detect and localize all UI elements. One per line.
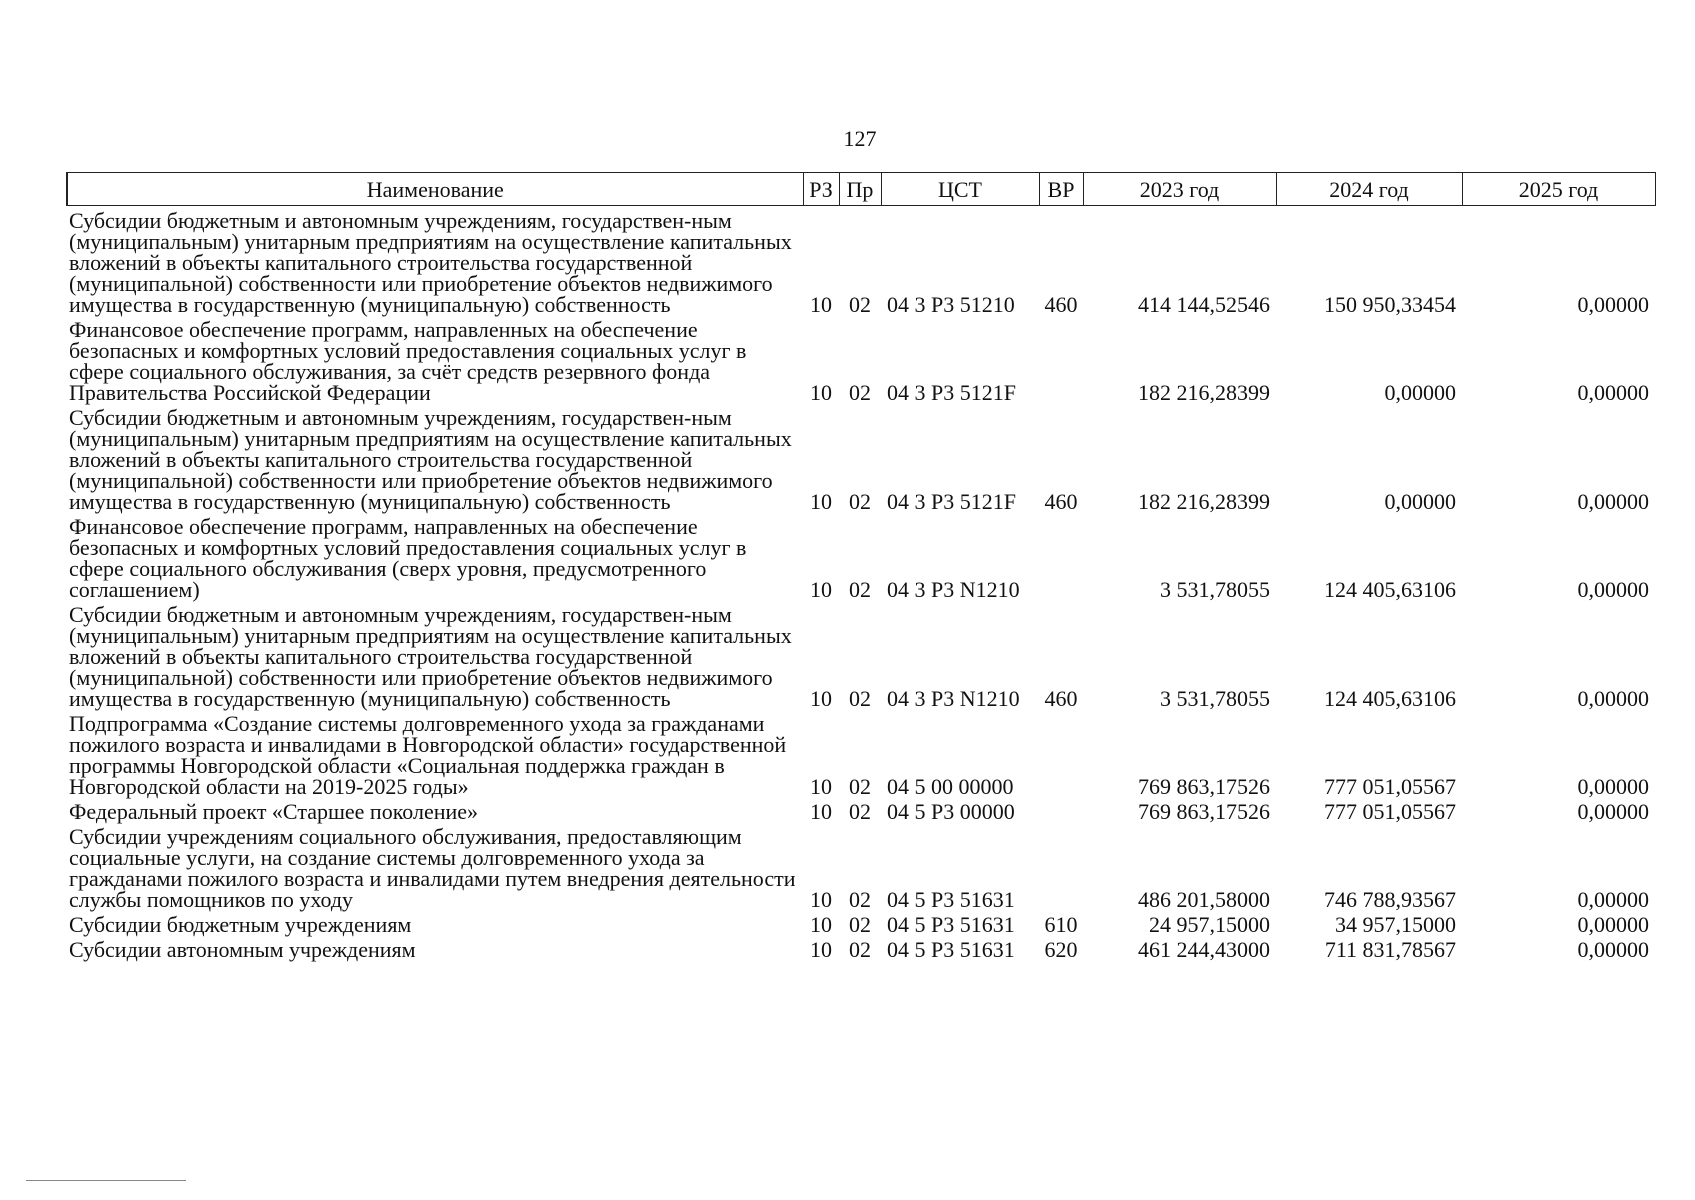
- row-2024: 746 788,93567: [1324, 887, 1456, 912]
- row-2024: 711 831,78567: [1324, 937, 1456, 962]
- row-cst: 04 5 Р3 51631: [887, 912, 1015, 937]
- row-cst: 04 3 Р3 N1210: [887, 686, 1020, 711]
- row-2023: 769 863,17526: [1138, 774, 1270, 799]
- row-pr: 02: [849, 577, 871, 602]
- table-row: [67, 797, 1655, 822]
- row-pr: 02: [849, 912, 871, 937]
- row-2023: 769 863,17526: [1138, 799, 1270, 824]
- row-cst: 04 3 Р3 5121F: [887, 489, 1016, 514]
- table-row: [67, 403, 1655, 512]
- row-2024: 777 051,05567: [1324, 774, 1456, 799]
- row-rz: 10: [810, 489, 832, 514]
- row-2023: 414 144,52546: [1138, 292, 1270, 317]
- row-vr: 460: [1044, 292, 1078, 317]
- row-vr: [1039, 315, 1083, 403]
- row-rz: 10: [810, 380, 832, 405]
- row-vr: 610: [1044, 912, 1078, 937]
- row-pr: 02: [849, 686, 871, 711]
- table-row: [67, 315, 1655, 403]
- header-2023: 2023 год: [1083, 173, 1276, 206]
- row-2024: 777 051,05567: [1324, 799, 1456, 824]
- row-cst: 04 5 Р3 00000: [887, 799, 1015, 824]
- row-cst: 04 5 Р3 51631: [887, 937, 1015, 962]
- row-cst: 04 5 Р3 51631: [887, 887, 1015, 912]
- row-rz: 10: [810, 292, 832, 317]
- row-vr: [1039, 709, 1083, 797]
- table-row: [67, 910, 1655, 935]
- row-name: Федеральный проект «Старшее поколение»: [69, 799, 479, 824]
- row-name: Субсидии бюджетным и автономным учреждениям, государствен-ным (муниципальным) унитарным предприятиям на осуществление капитальных вложений в объекты капитального строительства государственной (муниципальной) собственности или приобретение объектов недвижимого имущества в государственную (муниципальную) собственность: [69, 405, 792, 514]
- row-name: Подпрограмма «Создание системы долговременного ухода за гражданами пожилого возраста и инвалидами в Новгородской области» государственной программы Новгородской области «Социальная поддержка граждан в Новгородской области на 2019-2025 годы»: [69, 711, 787, 799]
- table-row: [67, 822, 1655, 910]
- row-2024: 124 405,63106: [1324, 577, 1456, 602]
- row-vr: 620: [1044, 937, 1078, 962]
- row-cst: 04 3 Р3 5121F: [887, 380, 1016, 405]
- row-name: Финансовое обеспечение программ, направленных на обеспечение безопасных и комфортных условий предоставления социальных услуг в сфере социального обслуживания (сверх уровня, предусмотренного соглашением): [69, 514, 747, 602]
- row-2023: 24 957,15000: [1149, 912, 1270, 937]
- footer-divider: [26, 1180, 186, 1181]
- row-2024: 150 950,33454: [1324, 292, 1456, 317]
- header-rz: РЗ: [803, 173, 839, 206]
- row-2023: 3 531,78055: [1160, 577, 1270, 602]
- row-name: Субсидии бюджетным учреждениям: [69, 912, 412, 937]
- row-2025: 0,00000: [1577, 292, 1649, 317]
- table-row: [67, 935, 1655, 960]
- row-cst: 04 3 Р3 N1210: [887, 577, 1020, 602]
- row-2023: 182 216,28399: [1138, 380, 1270, 405]
- row-2023: 182 216,28399: [1138, 489, 1270, 514]
- row-name: Финансовое обеспечение программ, направленных на обеспечение безопасных и комфортных условий предоставления социальных услуг в сфере социального обслуживания, за счёт средств резервного фонда Правительства Российской Федерации: [69, 317, 747, 405]
- row-2025: 0,00000: [1577, 937, 1649, 962]
- page-number: 127: [843, 126, 877, 151]
- row-rz: 10: [810, 577, 832, 602]
- budget-table-container: [66, 172, 1654, 960]
- row-vr: 460: [1044, 489, 1078, 514]
- row-name: Субсидии бюджетным и автономным учреждениям, государствен-ным (муниципальным) унитарным предприятиям на осуществление капитальных вложений в объекты капитального строительства государственной (муниципальной) собственности или приобретение объектов недвижимого имущества в государственную (муниципальную) собственность: [69, 602, 792, 711]
- row-pr: 02: [849, 774, 871, 799]
- row-pr: 02: [849, 380, 871, 405]
- row-rz: 10: [810, 912, 832, 937]
- row-2024: 34 957,15000: [1335, 912, 1456, 937]
- row-2023: 461 244,43000: [1138, 937, 1270, 962]
- row-vr: [1039, 797, 1083, 822]
- table-body: [67, 206, 1655, 961]
- header-cst: ЦСТ: [881, 173, 1039, 206]
- table-row: [67, 206, 1655, 316]
- header-row: [67, 173, 1655, 206]
- row-2025: 0,00000: [1577, 912, 1649, 937]
- table-header: [67, 173, 1655, 206]
- row-2024: 0,00000: [1384, 380, 1456, 405]
- row-pr: 02: [849, 799, 871, 824]
- header-pr: Пр: [839, 173, 881, 206]
- row-cst: 04 5 00 00000: [887, 774, 1014, 799]
- row-2025: 0,00000: [1577, 799, 1649, 824]
- row-rz: 10: [810, 937, 832, 962]
- row-2023: 3 531,78055: [1160, 686, 1270, 711]
- row-2023: 486 201,58000: [1138, 887, 1270, 912]
- table-row: [67, 512, 1655, 600]
- table-row: [67, 709, 1655, 797]
- row-vr: [1039, 512, 1083, 600]
- row-rz: 10: [810, 686, 832, 711]
- budget-table: [66, 172, 1656, 960]
- row-pr: 02: [849, 292, 871, 317]
- row-2025: 0,00000: [1577, 774, 1649, 799]
- table-row: [67, 600, 1655, 709]
- header-vr: ВР: [1039, 173, 1083, 206]
- row-vr: [1039, 822, 1083, 910]
- row-rz: 10: [810, 887, 832, 912]
- row-pr: 02: [849, 489, 871, 514]
- header-2025: 2025 год: [1462, 173, 1655, 206]
- row-2025: 0,00000: [1577, 686, 1649, 711]
- row-2025: 0,00000: [1577, 489, 1649, 514]
- row-vr: 460: [1044, 686, 1078, 711]
- row-name: Субсидии автономным учреждениям: [69, 937, 416, 962]
- row-name: Субсидии бюджетным и автономным учреждениям, государствен-ным (муниципальным) унитарным предприятиям на осуществление капитальных вложений в объекты капитального строительства государственной (муниципальной) собственности или приобретение объектов недвижимого имущества в государственную (муниципальную) собственность: [69, 208, 792, 317]
- row-name: Субсидии учреждениям социального обслуживания, предоставляющим социальные услуги, на создание системы долговременного ухода за гражданами пожилого возраста и инвалидами путем внедрения деятельности службы помощников по уходу: [69, 824, 796, 912]
- row-2025: 0,00000: [1577, 380, 1649, 405]
- row-pr: 02: [849, 937, 871, 962]
- header-name: Наименование: [67, 173, 803, 206]
- row-2024: 124 405,63106: [1324, 686, 1456, 711]
- row-rz: 10: [810, 774, 832, 799]
- row-cst: 04 3 Р3 51210: [887, 292, 1015, 317]
- row-rz: 10: [810, 799, 832, 824]
- row-2024: 0,00000: [1384, 489, 1456, 514]
- row-2025: 0,00000: [1577, 577, 1649, 602]
- header-2024: 2024 год: [1276, 173, 1462, 206]
- row-2025: 0,00000: [1577, 887, 1649, 912]
- row-pr: 02: [849, 887, 871, 912]
